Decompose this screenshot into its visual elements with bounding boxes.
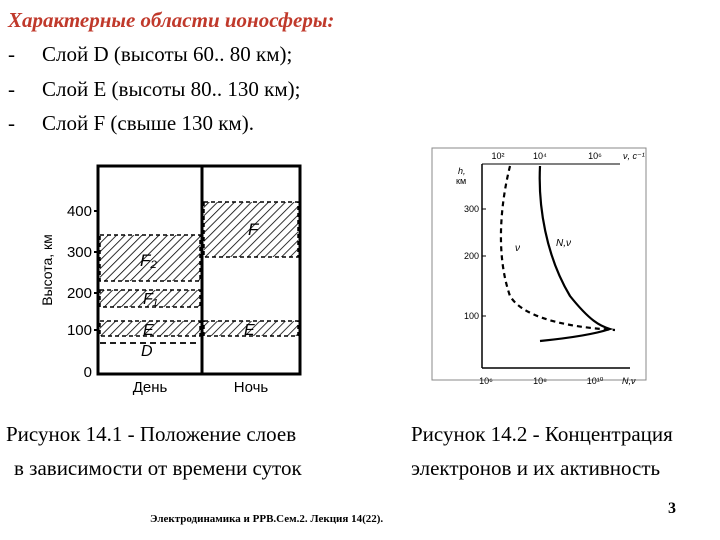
caption-figure-14-1-line2: в зависимости от времени суток (14, 456, 302, 480)
bullet-layer-d (8, 42, 292, 67)
top-tick: 10² (491, 151, 505, 161)
caption-figure-14-1-line1: Рисунок 14.1 - Положение слоев (6, 422, 297, 446)
figure-electron-concentration (430, 146, 680, 396)
curve-label-n-nu: N,ν (556, 238, 571, 249)
bullet-layer-f (8, 111, 254, 136)
y-axis-label-unit: км (456, 176, 467, 186)
bullet-text: Слой E (высоты 80.. 130 км); (42, 77, 301, 101)
ytick: 300 (463, 204, 479, 214)
ytick: 300 (66, 244, 92, 261)
bottom-tick: 10⁸ (533, 376, 547, 386)
column-label-night: Ночь (233, 379, 269, 396)
bottom-tick: 10¹⁰ (586, 376, 604, 386)
bullet-dash: - (8, 111, 15, 135)
ytick: 400 (66, 203, 92, 220)
label-e-night: E (244, 322, 255, 339)
bullet-text: Слой F (свыше 130 км). (42, 111, 254, 135)
label-d: D (141, 343, 153, 360)
bullet-dash: - (8, 42, 15, 66)
figure-layer-positions (30, 160, 320, 400)
ytick: 200 (66, 285, 92, 302)
bullet-text: Слой D (высоты 60.. 80 км); (42, 42, 293, 66)
label-f-night: F (248, 220, 259, 239)
page-number: 3 (668, 500, 676, 517)
footer-text: Электродинамика и РРВ.Сем.2. Лекция 14(22). (150, 513, 384, 525)
top-tick: 10⁶ (588, 151, 602, 161)
top-axis-label: ν, c⁻¹ (623, 151, 645, 161)
label-e-day: E (143, 322, 154, 339)
bullet-layer-e (8, 77, 300, 102)
curve-n-nu (540, 166, 610, 341)
top-tick: 10⁴ (533, 151, 547, 161)
y-axis-label-h: h, (458, 166, 466, 176)
ytick: 0 (83, 364, 92, 381)
column-label-day: День (132, 379, 168, 396)
slide-title: Характерные области ионосферы: (8, 8, 335, 32)
y-axis-label: Высота, км (39, 234, 55, 306)
bottom-axis-label: N,ν (622, 376, 636, 386)
curve-label-nu: ν (515, 243, 520, 254)
caption-figure-14-2-line2: электронов и их активность (411, 456, 661, 480)
label-f2: F₂ (140, 251, 157, 270)
ytick: 200 (463, 251, 479, 261)
bullet-dash: - (8, 77, 15, 101)
ytick: 100 (66, 322, 92, 339)
label-f1: F₁ (143, 291, 158, 308)
bottom-tick: 10⁶ (479, 376, 493, 386)
caption-figure-14-2-line1: Рисунок 14.2 - Концентрация (411, 422, 673, 446)
ytick: 100 (463, 311, 479, 321)
